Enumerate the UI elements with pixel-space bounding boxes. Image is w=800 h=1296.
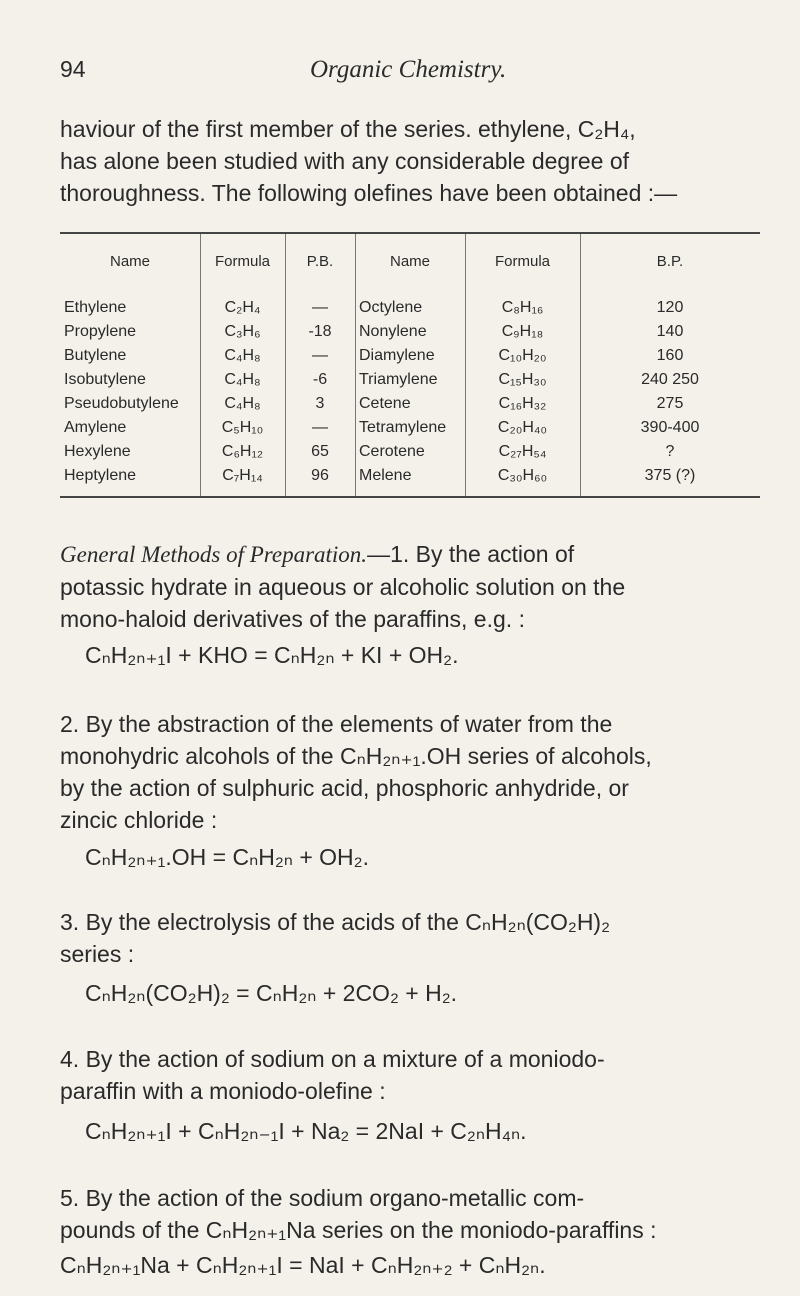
equation-3: CₙH₂ₙ(CO₂H)₂ = CₙH₂ₙ + 2CO₂ + H₂. [85,980,458,1006]
method-4-line: 4. By the action of sodium on a mixture of a moniodo- [60,1046,605,1072]
table-cell: C₃₀H₆₀ [497,467,548,484]
table-cell: Melene [359,467,412,484]
equation-5: CₙH₂ₙ₊₁Na + CₙH₂ₙ₊₁I = NaI + CₙH₂ₙ₊₂ + CₙH₂ₙ. [60,1252,546,1278]
table-cell: 120 [656,299,684,316]
table-cell: C₈H₁₆ [501,299,544,316]
intro-line: thoroughness. The following olefines have been obtained :— [60,180,678,206]
method-5-line: 5. By the action of the sodium organo-metallic com- [60,1185,585,1211]
intro-paragraph [60,113,750,209]
table-cell: — [312,299,328,316]
table-cell: Cerotene [359,443,425,460]
method-1-line: potassic hydrate in aqueous or alcoholic solution on the [60,574,626,600]
method-1-line: —1. By the action of [367,541,575,567]
table-cell: C₄H₈ [224,395,261,412]
header-formula: Formula [494,252,550,270]
table-cell: 140 [656,323,684,340]
table-cell: Heptylene [64,467,137,484]
table-cell: Isobutylene [64,371,146,388]
table-cell: Nonylene [359,323,427,340]
equation-1: CₙH₂ₙ₊₁I + KHO = CₙH₂ₙ + KI + OH₂. [85,642,459,668]
method-3-line: series : [60,941,135,967]
table-cell: — [312,347,328,364]
right-bp-column [580,296,760,488]
table-cell: Hexylene [64,443,131,460]
table-cell: C₂H₄ [224,299,261,316]
table-cell: C₁₅H₃₀ [498,371,547,388]
table-cell: -18 [308,323,332,340]
method-4-line: paraffin with a moniodo-olefine : [60,1078,386,1104]
header-bp: B.P. [656,252,684,270]
page-number: 94 [60,56,86,82]
table-cell: C₅H₁₀ [221,419,264,436]
table-body [60,288,760,496]
table-cell: C₂₇H₅₄ [498,443,547,460]
equation-2: CₙH₂ₙ₊₁.OH = CₙH₂ₙ + OH₂. [85,844,369,870]
table-cell: C₃H₆ [224,323,261,340]
table-cell: C₄H₈ [224,347,261,364]
method-3 [60,906,750,970]
table-cell: — [312,419,328,436]
section-title: General Methods of Preparation. [60,542,368,567]
table-cell: Cetene [359,395,411,412]
table-cell: Butylene [64,347,127,364]
method-2-line: by the action of sulphuric acid, phosphoric anhydride, or [60,775,629,801]
page-header [60,56,740,86]
table-cell: Amylene [64,419,127,436]
table-cell: Triamylene [359,371,438,388]
table-cell: 375 (?) [644,467,696,484]
table-cell: 3 [315,395,325,412]
table-cell: C₉H₁₈ [501,323,544,340]
header-name: Name [389,252,430,270]
method-3-line: 3. By the electrolysis of the acids of the CₙH₂ₙ(CO₂H)₂ [60,909,611,935]
table-cell: Ethylene [64,299,127,316]
method-5-line: pounds of the CₙH₂ₙ₊₁Na series on the moniodo-paraffins : [60,1217,657,1243]
table-cell: C₄H₈ [224,371,261,388]
running-title: Organic Chemistry. [310,56,507,83]
table-cell: Tetramylene [359,419,447,436]
table-cell: C₇H₁₄ [222,467,263,484]
table-cell: Pseudobutylene [64,395,179,412]
header-name: Name [109,252,150,270]
method-2-line: zincic chloride : [60,807,218,833]
right-name-column [355,296,465,488]
left-formula-column [200,296,285,488]
equation-4: CₙH₂ₙ₊₁I + CₙH₂ₙ₋₁I + Na₂ = 2NaI + C₂ₙH₄ₙ. [85,1118,527,1144]
right-formula-column [465,296,580,488]
method-2 [60,708,750,836]
intro-line: haviour of the first member of the series. ethylene, C₂H₄, [60,116,636,142]
table-cell: 390-400 [640,419,700,436]
method-4 [60,1043,750,1107]
table-cell: C₁₆H₃₂ [498,395,547,412]
left-bp-column [285,296,355,488]
method-1 [60,538,750,635]
table-cell: C₂₀H₄₀ [497,419,548,436]
olefines-table [60,232,760,498]
table-cell: Diamylene [359,347,435,364]
header-pb: P.B. [306,252,334,270]
table-cell: 65 [311,443,329,460]
left-name-column [60,296,200,488]
method-1-line: mono-haloid derivatives of the paraffins, e.g. : [60,606,525,632]
table-header-row [60,234,760,288]
table-cell: ? [665,443,675,460]
method-5 [60,1182,750,1246]
table-cell: Propylene [64,323,137,340]
table-cell: 240 250 [641,371,699,388]
table-cell: C₁₀H₂₀ [498,347,547,364]
header-formula: Formula [214,252,270,270]
method-2-line: monohydric alcohols of the CₙH₂ₙ₊₁.OH series of alcohols, [60,743,652,769]
table-cell: 275 [656,395,684,412]
table-cell: 96 [311,467,329,484]
intro-line: has alone been studied with any considerable degree of [60,148,630,174]
table-cell: C₆H₁₂ [221,443,264,460]
table-cell: Octylene [359,299,423,316]
method-2-line: 2. By the abstraction of the elements of water from the [60,711,613,737]
table-cell: 160 [656,347,684,364]
table-cell: -6 [312,371,328,388]
